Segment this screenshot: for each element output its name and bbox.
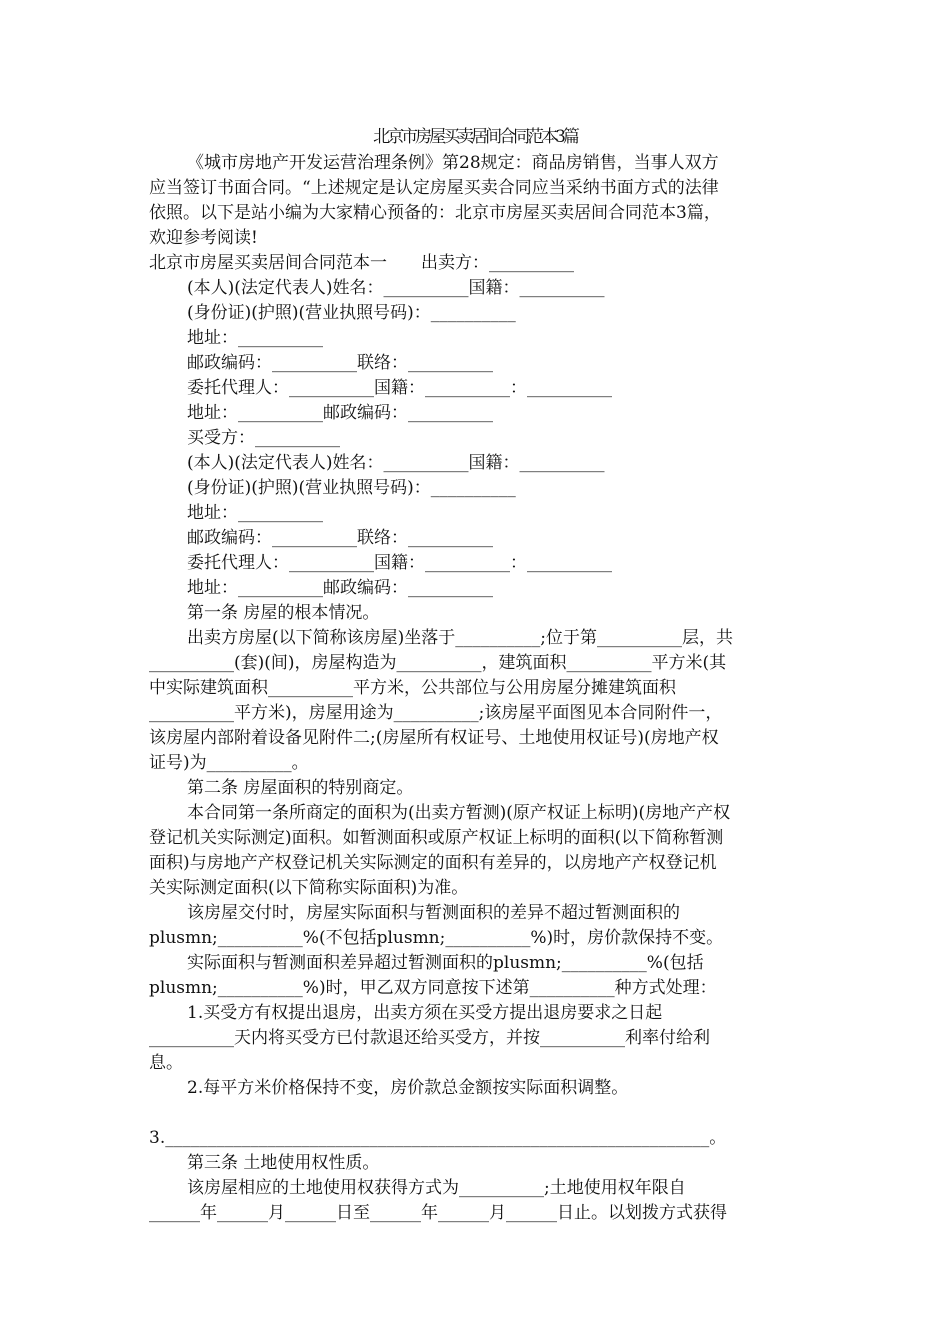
intro-line-2: 应当签订书面合同。“上述规定是认定房屋买卖合同应当采纳书面方式的法律 [149,178,719,198]
option-2-line: 2.每平方米价格保持不变，房价款总金额按实际面积调整。 [187,1078,629,1098]
article-2-line-8: plusmn;__________%)时，甲乙双方同意按下述第__________种方式处理： [149,978,717,998]
buyer-name-line: (本人)(法定代表人)姓名：__________国籍：__________ [187,453,605,473]
option-1-line-3: 息。 [149,1053,183,1073]
intro-line-4: 欢迎参考阅读! [149,228,258,248]
article-2-line-4: 关实际测定面积(以下简称实际面积)为准。 [149,878,469,898]
article-1-line-2: __________(套)(间)，房屋构造为__________，建筑面积__________平方米(其 [149,653,727,673]
document-title: 北京市房屋买卖居间合同范本3篇 [373,127,577,147]
article-3-heading: 第三条 土地使用权性质。 [187,1153,380,1173]
intro-line-1: 《城市房地产开发运营治理条例》第28规定：商品房销售，当事人双方 [187,153,719,173]
article-1-line-6: 证号)为__________。 [149,753,309,773]
option-3-line: 3.________________________________________________________________。 [149,1128,727,1148]
article-1-heading: 第一条 房屋的根本情况。 [187,603,380,623]
buyer-agent-address-line: 地址：__________邮政编码：__________ [187,578,493,598]
seller-agent-address-line: 地址：__________邮政编码：__________ [187,403,493,423]
article-3-line-1: 该房屋相应的土地使用权获得方式为__________;土地使用权年限自 [187,1178,686,1198]
seller-postcode-line: 邮政编码：__________联络：__________ [187,353,493,373]
article-3-line-2: ______年______月______日至______年______月______日止。以划拨方式获得 [149,1203,727,1223]
article-2-line-2: 登记机关实际测定)面积。如暂测面积或原产权证上标明的面积(以下简称暂测 [149,828,724,848]
article-2-line-3: 面积)与房地产产权登记机关实际测定的面积有差异的，以房地产产权登记机 [149,853,717,873]
buyer-postcode-line: 邮政编码：__________联络：__________ [187,528,493,548]
article-2-line-5: 该房屋交付时，房屋实际面积与暂测面积的差异不超过暂测面积的 [187,903,680,923]
article-2-heading: 第二条 房屋面积的特别商定。 [187,778,414,798]
seller-agent-line: 委托代理人：__________国籍：__________：__________ [187,378,612,398]
intro-line-3: 依照。以下是站小编为大家精心预备的：北京市房屋买卖居间合同范本3篇， [149,203,721,223]
buyer-id-line: (身份证)(护照)(营业执照号码)：__________ [187,478,516,498]
contract-heading-seller: 北京市房屋买卖居间合同范本一 出卖方：__________ [149,253,574,273]
article-2-line-7: 实际面积与暂测面积差异超过暂测面积的plusmn;__________%(包括 [187,953,704,973]
buyer-heading: 买受方：__________ [187,428,340,448]
buyer-agent-line: 委托代理人：__________国籍：__________：__________ [187,553,612,573]
seller-id-line: (身份证)(护照)(营业执照号码)：__________ [187,303,516,323]
article-1-line-3: 中实际建筑面积__________平方米，公共部位与公用房屋分摊建筑面积 [149,678,676,698]
article-1-line-4: __________平方米)，房屋用途为__________;该房屋平面图见本合同附件一， [149,703,723,723]
option-1-line-2: __________天内将买受方已付款退还给买受方，并按__________利率付给利 [149,1028,710,1048]
article-2-line-1: 本合同第一条所商定的面积为(出卖方暂测)(原产权证上标明)(房地产产权 [187,803,731,823]
article-1-line-1: 出卖方房屋(以下简称该房屋)坐落于__________;位于第__________层，共 [187,628,733,648]
buyer-address-line: 地址：__________ [187,503,323,523]
option-1-line-1: 1.买受方有权提出退房，出卖方须在买受方提出退房要求之日起 [187,1003,663,1023]
article-2-line-6: plusmn;__________%(不包括plusmn;__________%)时，房价款保持不变。 [149,928,724,948]
seller-address-line: 地址：__________ [187,328,323,348]
article-1-line-5: 该房屋内部附着设备见附件二;(房屋所有权证号、土地使用权证号)(房地产权 [149,728,719,748]
seller-name-line: (本人)(法定代表人)姓名：__________国籍：__________ [187,278,605,298]
